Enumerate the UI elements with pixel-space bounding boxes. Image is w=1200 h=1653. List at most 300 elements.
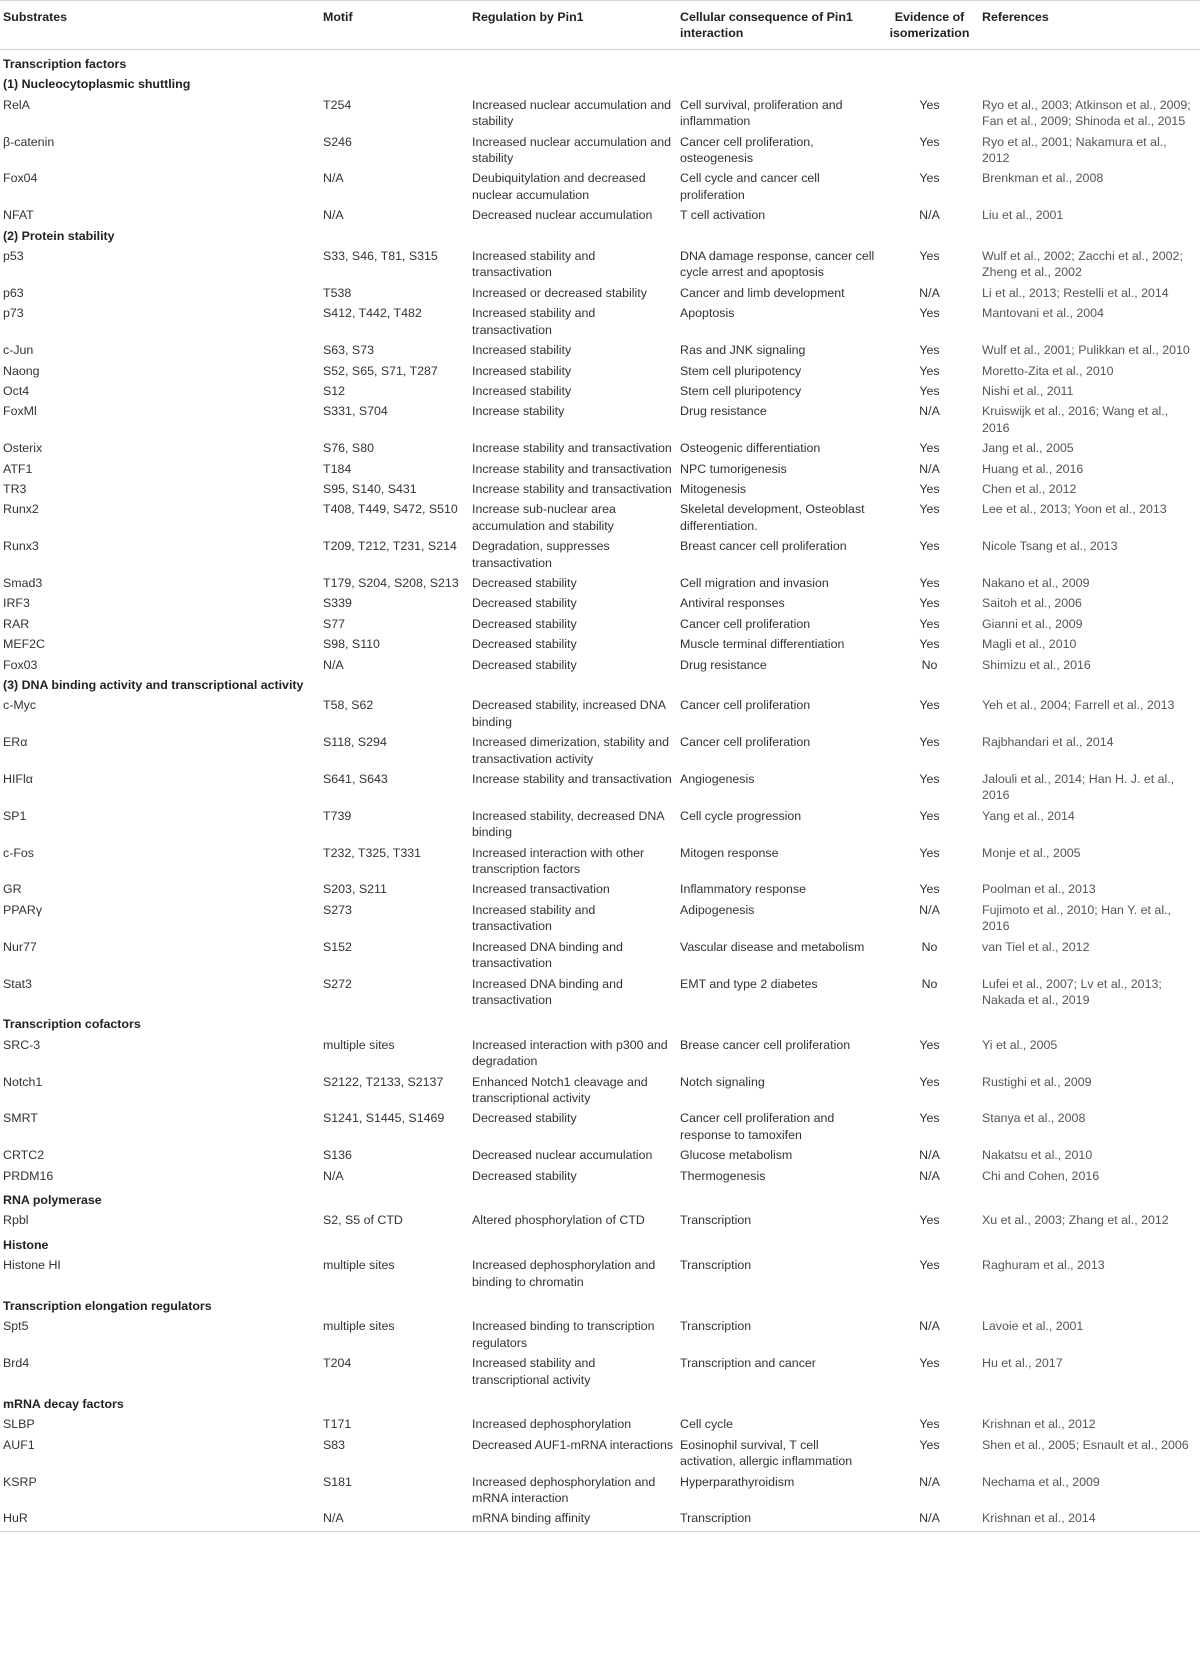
motif-cell: S246 (323, 134, 352, 149)
table-row (0, 575, 1200, 595)
consequence-cell: Cancer cell proliferation and response to tamoxifen (680, 1111, 835, 1142)
reference-cell: Nakano et al., 2009 (982, 575, 1090, 590)
evidence-cell: N/A (919, 285, 940, 300)
section-heading: Transcription factors (3, 57, 127, 71)
regulation-cell: Increased binding to transcription regulators (472, 1319, 655, 1350)
evidence-cell: Yes (919, 616, 940, 631)
table-row (0, 845, 1200, 882)
table-row (0, 1147, 1200, 1167)
regulation-cell: Altered phosphorylation of CTD (472, 1213, 645, 1228)
reference-cell: Chen et al., 2012 (982, 481, 1077, 496)
consequence-cell: Cancer cell proliferation (680, 698, 811, 713)
motif-cell: S203, S211 (323, 882, 387, 897)
reference-cell: Shimizu et al., 2016 (982, 657, 1091, 672)
reference-cell: Hu et al., 2017 (982, 1356, 1063, 1371)
motif-cell: S1241, S1445, S1469 (323, 1111, 445, 1126)
substrate-cell: p73 (3, 306, 24, 321)
section-heading: mRNA decay factors (3, 1397, 124, 1412)
reference-cell: Rajbhandari et al., 2014 (982, 735, 1114, 750)
motif-cell: T179, S204, S208, S213 (323, 575, 459, 590)
column-header-regulation: Regulation by Pin1 (469, 1, 677, 50)
evidence-cell: N/A (919, 902, 940, 917)
substrate-cell: Naong (3, 363, 40, 378)
table-row (0, 170, 1200, 207)
motif-cell: N/A (320, 1510, 469, 1531)
substrate-cell: RelA (3, 97, 30, 112)
reference-cell: Fujimoto et al., 2010; Han Y. et al., 2016 (982, 902, 1171, 934)
evidence-cell: N/A (919, 1319, 940, 1334)
evidence-cell: No (921, 939, 938, 954)
table-row (0, 902, 1200, 939)
consequence-cell: Inflammatory response (680, 882, 807, 897)
table-row (0, 697, 1200, 734)
motif-cell: S136 (323, 1148, 352, 1163)
consequence-cell: Vascular disease and metabolism (680, 939, 865, 954)
table-body (0, 50, 1200, 1532)
regulation-cell: Decreased stability (472, 1168, 577, 1183)
reference-cell: Lee et al., 2013; Yoon et al., 2013 (982, 502, 1167, 517)
table-row (0, 97, 1200, 134)
regulation-cell: Decreased stability (472, 616, 577, 631)
evidence-cell: N/A (919, 1148, 940, 1163)
table-row (0, 383, 1200, 403)
substrate-cell: Nur77 (3, 939, 37, 954)
regulation-cell: Enhanced Notch1 cleavage and transcriptional activity (472, 1074, 648, 1105)
reference-cell: Stanya et al., 2008 (982, 1111, 1086, 1126)
subsection-row (0, 677, 1200, 697)
substrate-cell: Fox04 (3, 171, 38, 186)
evidence-cell: Yes (919, 575, 940, 590)
motif-cell: T171 (323, 1417, 352, 1432)
evidence-cell: Yes (919, 1111, 940, 1126)
consequence-cell: Cancer and limb development (680, 285, 845, 300)
consequence-cell: Stem cell pluripotency (680, 363, 802, 378)
consequence-cell: Transcription (680, 1319, 752, 1334)
subsection-row (0, 228, 1200, 248)
consequence-cell: NPC tumorigenesis (680, 461, 787, 476)
evidence-cell: Yes (919, 1037, 940, 1052)
table-row (0, 305, 1200, 342)
substrate-cell: Fox03 (3, 657, 38, 672)
table-row (0, 939, 1200, 976)
consequence-cell: Eosinophil survival, T cell activation, allergic inflammation (680, 1437, 853, 1469)
section-row (0, 1188, 1200, 1212)
regulation-cell: Increased nuclear accumulation and stability (472, 97, 672, 129)
evidence-cell: Yes (919, 1258, 940, 1273)
motif-cell: S2, S5 of CTD (323, 1213, 403, 1228)
substrate-cell: β-catenin (3, 134, 55, 149)
motif-cell: S272 (323, 976, 352, 991)
regulation-cell: Decreased stability, increased DNA binding (472, 698, 666, 729)
consequence-cell: Osteogenic differentiation (680, 441, 821, 456)
consequence-cell: Cell cycle progression (680, 808, 802, 823)
regulation-cell: Increased DNA binding and transactivation (472, 939, 623, 971)
reference-cell: Mantovani et al., 2004 (982, 306, 1104, 321)
table-row (0, 403, 1200, 440)
table-row (0, 1510, 1200, 1531)
table-row (0, 134, 1200, 171)
motif-cell: S12 (323, 383, 346, 398)
motif-cell: T538 (323, 285, 352, 300)
substrate-cell: HIFlα (3, 772, 33, 787)
regulation-cell: Increased stability (472, 383, 572, 398)
section-heading: Transcription cofactors (3, 1017, 141, 1032)
column-header-references: References (979, 1, 1200, 50)
consequence-cell: Stem cell pluripotency (680, 383, 802, 398)
motif-cell: T58, S62 (323, 698, 374, 713)
motif-cell: S95, S140, S431 (323, 481, 417, 496)
subsection-row (0, 76, 1200, 96)
table-row (0, 636, 1200, 656)
table-header (0, 1, 1200, 50)
substrate-cell: p53 (3, 249, 24, 264)
motif-cell: T184 (323, 461, 352, 476)
regulation-cell: Increased dephosphorylation (472, 1417, 632, 1432)
substrate-cell: MEF2C (3, 637, 45, 652)
regulation-cell: Increased dephosphorylation and binding to chromatin (472, 1258, 656, 1289)
consequence-cell: Cancer cell proliferation (680, 616, 811, 631)
consequence-cell: Antiviral responses (680, 596, 785, 611)
consequence-cell: Cancer cell proliferation, osteogenesis (680, 134, 814, 166)
evidence-cell: Yes (919, 637, 940, 652)
table-row (0, 657, 1200, 677)
evidence-cell: Yes (919, 539, 940, 554)
reference-cell: Chi and Cohen, 2016 (982, 1168, 1100, 1183)
substrate-cell: Runx3 (3, 539, 39, 554)
reference-cell: Huang et al., 2016 (982, 461, 1084, 476)
motif-cell: T739 (323, 808, 352, 823)
table-row (0, 1074, 1200, 1111)
regulation-cell: Increased stability and transcriptional activity (472, 1356, 596, 1387)
reference-cell: Wulf et al., 2001; Pulikkan et al., 2010 (982, 343, 1190, 358)
reference-cell: Poolman et al., 2013 (982, 882, 1096, 897)
substrate-cell: SRC-3 (3, 1037, 41, 1052)
regulation-cell: Increased dephosphorylation and mRNA interaction (472, 1474, 656, 1506)
table-row (0, 501, 1200, 538)
consequence-cell: Mitogen response (680, 845, 779, 860)
motif-cell: T209, T212, T231, S214 (323, 539, 457, 554)
consequence-cell: DNA damage response, cancer cell cycle arrest and apoptosis (680, 249, 875, 280)
reference-cell: Krishnan et al., 2014 (979, 1510, 1200, 1531)
table-row (0, 976, 1200, 1013)
table-row (0, 285, 1200, 305)
section-heading: Transcription elongation regulators (3, 1299, 212, 1313)
evidence-cell: Yes (919, 808, 940, 823)
motif-cell: S181 (323, 1474, 352, 1489)
regulation-cell: Increased interaction with other transcription factors (472, 845, 645, 877)
substrate-cell: FoxMl (3, 404, 37, 419)
substrate-cell: SMRT (3, 1111, 38, 1126)
section-heading: RNA polymerase (3, 1192, 102, 1207)
regulation-cell: Increased stability, decreased DNA binding (472, 808, 664, 840)
consequence-cell: Thermogenesis (680, 1168, 766, 1183)
subsection-heading: (1) Nucleocytoplasmic shuttling (3, 77, 191, 92)
reference-cell: Rustighi et al., 2009 (982, 1074, 1092, 1089)
reference-cell: Nakatsu et al., 2010 (982, 1148, 1093, 1163)
regulation-cell: Decreased stability (472, 575, 577, 590)
motif-cell: S641, S643 (323, 772, 388, 787)
evidence-cell: N/A (919, 208, 940, 223)
evidence-cell: N/A (919, 1474, 940, 1489)
substrate-cell: SP1 (3, 808, 27, 823)
substrate-cell: c-Myc (3, 698, 37, 713)
motif-cell: S76, S80 (323, 441, 374, 456)
motif-cell: S33, S46, T81, S315 (323, 249, 438, 264)
table-row (0, 881, 1200, 901)
regulation-cell: Increased stability (472, 363, 572, 378)
reference-cell: Yi et al., 2005 (982, 1037, 1058, 1052)
regulation-cell: Degradation, suppresses transactivation (472, 539, 610, 570)
header-row (0, 1, 1200, 50)
evidence-cell: N/A (880, 1510, 979, 1531)
regulation-cell: Decreased stability (472, 637, 577, 652)
consequence-cell: Brease cancer cell proliferation (680, 1037, 851, 1052)
reference-cell: Monje et al., 2005 (982, 845, 1081, 860)
evidence-cell: Yes (919, 97, 940, 112)
regulation-cell: Decreased stability (472, 657, 577, 672)
regulation-cell: Increased or decreased stability (472, 285, 647, 300)
substrate-cell: Histone HI (3, 1258, 61, 1273)
regulation-cell: Increase stability (472, 404, 565, 419)
consequence-cell: Transcription and cancer (680, 1356, 816, 1371)
column-header-cellular-consequence: Cellular consequence of Pin1 interaction (677, 1, 880, 50)
evidence-cell: Yes (919, 1417, 940, 1432)
regulation-cell: Increase sub-nuclear area accumulation and stability (472, 502, 616, 533)
evidence-cell: Yes (919, 134, 940, 149)
table-row (0, 595, 1200, 615)
substrate-cell: AUF1 (3, 1437, 35, 1452)
reference-cell: Ryo et al., 2001; Nakamura et al., 2012 (982, 134, 1167, 166)
table-row (0, 771, 1200, 808)
motif-cell: S152 (323, 939, 352, 954)
reference-cell: Shen et al., 2005; Esnault et al., 2006 (982, 1437, 1189, 1452)
table-row (0, 1212, 1200, 1232)
evidence-cell: Yes (919, 171, 940, 186)
substrate-cell: Rpbl (3, 1213, 29, 1228)
regulation-cell: Decreased nuclear accumulation (472, 1148, 653, 1163)
consequence-cell: Apoptosis (680, 306, 735, 321)
substrate-cell: ERα (3, 735, 28, 750)
regulation-cell: Deubiquitylation and decreased nuclear accumulation (472, 171, 646, 202)
reference-cell: van Tiel et al., 2012 (982, 939, 1090, 954)
table-row (0, 481, 1200, 501)
substrate-cell: PRDM16 (3, 1168, 54, 1183)
substrate-cell: Smad3 (3, 575, 43, 590)
motif-cell: S412, T442, T482 (323, 306, 422, 321)
motif-cell: multiple sites (323, 1319, 395, 1334)
evidence-cell: Yes (919, 1213, 940, 1228)
evidence-cell: N/A (919, 1168, 940, 1183)
table-row (0, 342, 1200, 362)
evidence-cell: Yes (919, 882, 940, 897)
section-row (0, 1012, 1200, 1036)
substrate-cell: ATF1 (3, 461, 33, 476)
substrate-cell: CRTC2 (3, 1148, 45, 1163)
motif-cell: multiple sites (323, 1258, 395, 1273)
evidence-cell: Yes (919, 735, 940, 750)
substrate-cell: Notch1 (3, 1074, 43, 1089)
consequence-cell: Transcription (677, 1510, 880, 1531)
reference-cell: Moretto-Zita et al., 2010 (982, 363, 1114, 378)
table-row (0, 1168, 1200, 1188)
regulation-cell: Decreased stability (472, 596, 577, 611)
evidence-cell: Yes (919, 343, 940, 358)
motif-cell: N/A (323, 657, 344, 672)
table-row (0, 1416, 1200, 1436)
consequence-cell: Hyperparathyroidism (680, 1474, 795, 1489)
table-row (0, 616, 1200, 636)
consequence-cell: EMT and type 2 diabetes (680, 976, 818, 991)
motif-cell: S2122, T2133, S2137 (323, 1074, 444, 1089)
evidence-cell: N/A (919, 461, 940, 476)
substrate-cell: Runx2 (3, 502, 39, 517)
substrate-cell: IRF3 (3, 596, 30, 611)
evidence-cell: Yes (919, 1074, 940, 1089)
subsection-heading: (3) DNA binding activity and transcriptional activity (3, 678, 304, 692)
evidence-cell: Yes (919, 845, 940, 860)
regulation-cell: Increased dimerization, stability and transactivation activity (472, 735, 669, 766)
column-header-evidence: Evidence of isomerization (880, 1, 979, 50)
section-row (0, 1233, 1200, 1257)
consequence-cell: Drug resistance (680, 657, 767, 672)
reference-cell: Wulf et al., 2002; Zacchi et al., 2002; Zheng et al., 2002 (982, 249, 1183, 280)
column-header-motif: Motif (320, 1, 469, 50)
motif-cell: S98, S110 (323, 637, 380, 652)
evidence-cell: Yes (919, 363, 940, 378)
evidence-cell: Yes (919, 481, 940, 496)
substrate-cell: Spt5 (3, 1319, 29, 1334)
consequence-cell: Angiogenesis (680, 772, 755, 787)
consequence-cell: Notch signaling (680, 1074, 765, 1089)
evidence-cell: No (921, 657, 938, 672)
reference-cell: Xu et al., 2003; Zhang et al., 2012 (982, 1213, 1169, 1228)
substrate-cell: NFAT (3, 208, 34, 223)
regulation-cell: Increased stability (472, 343, 572, 358)
table-row (0, 461, 1200, 481)
evidence-cell: N/A (919, 404, 940, 419)
substrate-cell: GR (3, 882, 22, 897)
table-row (0, 808, 1200, 845)
consequence-cell: Cancer cell proliferation (680, 735, 811, 750)
reference-cell: Yeh et al., 2004; Farrell et al., 2013 (982, 698, 1175, 713)
evidence-cell: Yes (919, 502, 940, 517)
regulation-cell: Increased stability and transactivation (472, 306, 596, 337)
table-row (0, 207, 1200, 227)
regulation-cell: Decreased stability (472, 1111, 577, 1126)
table-row (0, 1474, 1200, 1511)
regulation-cell: mRNA binding affinity (469, 1510, 677, 1531)
consequence-cell: Transcription (680, 1258, 752, 1273)
motif-cell: T204 (323, 1356, 352, 1371)
evidence-cell: Yes (919, 772, 940, 787)
motif-cell: N/A (323, 1168, 344, 1183)
regulation-cell: Increase stability and transactivation (472, 772, 672, 787)
substrate-cell: Stat3 (3, 976, 32, 991)
reference-cell: Ryo et al., 2003; Atkinson et al., 2009; Fan et al., 2009; Shinoda et al., 2015 (982, 97, 1191, 129)
regulation-cell: Decreased AUF1-mRNA interactions (472, 1437, 674, 1452)
substrate-cell: TR3 (3, 481, 27, 496)
substrate-cell: KSRP (3, 1474, 37, 1489)
consequence-cell: Breast cancer cell proliferation (680, 539, 847, 554)
reference-cell: Lavoie et al., 2001 (982, 1319, 1084, 1334)
substrate-cell: RAR (3, 616, 30, 631)
motif-cell: N/A (323, 171, 344, 186)
motif-cell: T232, T325, T331 (323, 845, 422, 860)
table-row (0, 1318, 1200, 1355)
evidence-cell: Yes (919, 383, 940, 398)
motif-cell: S83 (323, 1437, 346, 1452)
consequence-cell: Cell cycle and cancer cell proliferation (680, 171, 820, 202)
regulation-cell: Increased DNA binding and transactivation (472, 976, 623, 1007)
motif-cell: S339 (323, 596, 352, 611)
reference-cell: Nishi et al., 2011 (982, 383, 1074, 398)
substrate-cell: PPARγ (3, 902, 43, 917)
reference-cell: Jalouli et al., 2014; Han H. J. et al., 2016 (982, 772, 1175, 803)
consequence-cell: Muscle terminal differentiation (680, 637, 845, 652)
column-header-substrates: Substrates (0, 1, 320, 50)
motif-cell: multiple sites (323, 1037, 395, 1052)
motif-cell: S273 (323, 902, 352, 917)
table-row (0, 1110, 1200, 1147)
consequence-cell: Adipogenesis (680, 902, 755, 917)
motif-cell: S118, S294 (323, 735, 387, 750)
consequence-cell: Ras and JNK signaling (680, 343, 806, 358)
consequence-cell: Drug resistance (680, 404, 767, 419)
regulation-cell: Increased nuclear accumulation and stability (472, 134, 672, 166)
regulation-cell: Increase stability and transactivation (472, 441, 672, 456)
reference-cell: Krishnan et al., 2012 (982, 1417, 1096, 1432)
evidence-cell: Yes (919, 441, 940, 456)
motif-cell: S52, S65, S71, T287 (323, 363, 438, 378)
reference-cell: Yang et al., 2014 (982, 808, 1075, 823)
consequence-cell: Mitogenesis (680, 481, 747, 496)
reference-cell: Magli et al., 2010 (982, 637, 1077, 652)
evidence-cell: Yes (919, 596, 940, 611)
table-row (0, 734, 1200, 771)
substrate-cell: p63 (3, 285, 24, 300)
reference-cell: Kruiswijk et al., 2016; Wang et al., 2016 (982, 404, 1169, 435)
motif-cell: S77 (323, 616, 346, 631)
motif-cell: S63, S73 (323, 343, 374, 358)
substrate-cell: Oct4 (3, 383, 30, 398)
section-heading: Histone (3, 1237, 49, 1252)
reference-cell: Nechama et al., 2009 (982, 1474, 1100, 1489)
reference-cell: Jang et al., 2005 (982, 441, 1074, 456)
motif-cell: N/A (323, 208, 344, 223)
substrate-cell: Brd4 (3, 1356, 30, 1371)
regulation-cell: Increased interaction with p300 and degradation (472, 1037, 668, 1069)
subsection-heading: (2) Protein stability (3, 228, 115, 243)
regulation-cell: Increase stability and transactivation (472, 461, 672, 476)
table-row (0, 440, 1200, 460)
regulation-cell: Increased transactivation (472, 882, 610, 897)
consequence-cell: T cell activation (680, 208, 766, 223)
motif-cell: S331, S704 (323, 404, 388, 419)
evidence-cell: Yes (919, 1437, 940, 1452)
reference-cell: Brenkman et al., 2008 (982, 171, 1104, 186)
evidence-cell: Yes (919, 698, 940, 713)
regulation-cell: Increased stability and transactivation (472, 902, 596, 934)
section-row (0, 1392, 1200, 1416)
regulation-cell: Decreased nuclear accumulation (472, 208, 653, 223)
evidence-cell: Yes (919, 306, 940, 321)
table-row (0, 1037, 1200, 1074)
section-row (0, 1294, 1200, 1318)
reference-cell: Li et al., 2013; Restelli et al., 2014 (982, 285, 1169, 300)
consequence-cell: Cell migration and invasion (680, 575, 829, 590)
table-row (0, 1355, 1200, 1392)
substrate-cell: c-Jun (3, 343, 34, 358)
